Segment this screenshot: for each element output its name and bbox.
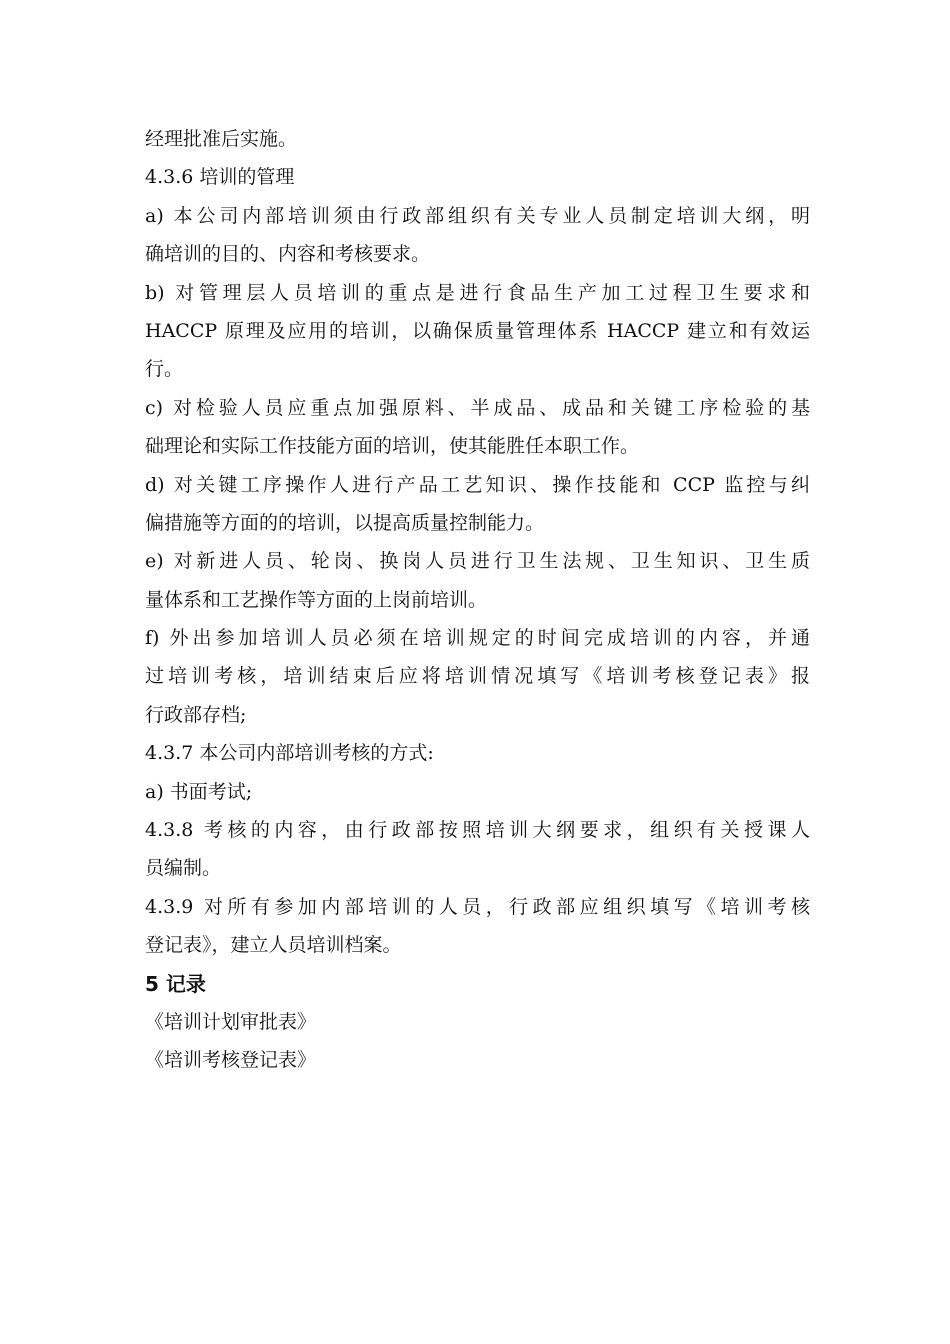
paragraph-line: 经理批准后实施。 [145,128,298,150]
paragraph-line: 行政部存档; [145,703,247,726]
section-4-3-8-line: 4.3.8 考核的内容，由行政部按照培训大纲要求，组织有关授课人 [145,819,810,842]
paragraph-line: c) 对检验人员应重点加强原料、半成品、成品和关键工序检验的基 [145,396,810,419]
section-4-3-6-heading: 4.3.6 培训的管理 [145,166,295,189]
paragraph-line: 础理论和实际工作技能方面的培训，使其能胜任本职工作。 [145,435,640,458]
paragraph-line: HACCP 原理及应用的培训，以确保质量管理体系 HACCP 建立和有效运 [145,319,810,342]
paragraph-line: 量体系和工艺操作等方面的上岗前培训。 [145,588,488,611]
paragraph-line: a) 本公司内部培训须由行政部组织有关专业人员制定培训大纲，明 [145,204,810,227]
paragraph-line: 员编制。 [145,857,222,880]
document-body [145,120,810,1080]
section-4-3-9-line: 4.3.9 对所有参加内部培训的人员，行政部应组织填写《培训考核 [145,895,810,918]
paragraph-line: 登记表》，建立人员培训档案。 [145,934,402,957]
paragraph-line: a) 书面考试; [145,780,253,803]
section-4-3-7-heading: 4.3.7 本公司内部培训考核的方式: [145,742,434,765]
paragraph-line: 过培训考核，培训结束后应将培训情况填写《培训考核登记表》报 [145,665,810,688]
record-item: 《培训计划审批表》 [145,1010,317,1033]
section-5-heading: 5 记录 [145,971,206,996]
paragraph-line: 行。 [145,358,184,381]
paragraph-line: d) 对关键工序操作人进行产品工艺知识、操作技能和 CCP 监控与纠 [145,473,810,496]
record-item: 《培训考核登记表》 [145,1049,317,1072]
paragraph-line: 偏措施等方面的的培训，以提高质量控制能力。 [145,511,545,534]
paragraph-line: f) 外出参加培训人员必须在培训规定的时间完成培训的内容，并通 [145,627,810,650]
paragraph-line: 确培训的目的、内容和考核要求。 [145,243,431,266]
paragraph-line: b) 对管理层人员培训的重点是进行食品生产加工过程卫生要求和 [145,281,810,304]
paragraph-line: e) 对新进人员、轮岗、换岗人员进行卫生法规、卫生知识、卫生质 [145,550,810,573]
